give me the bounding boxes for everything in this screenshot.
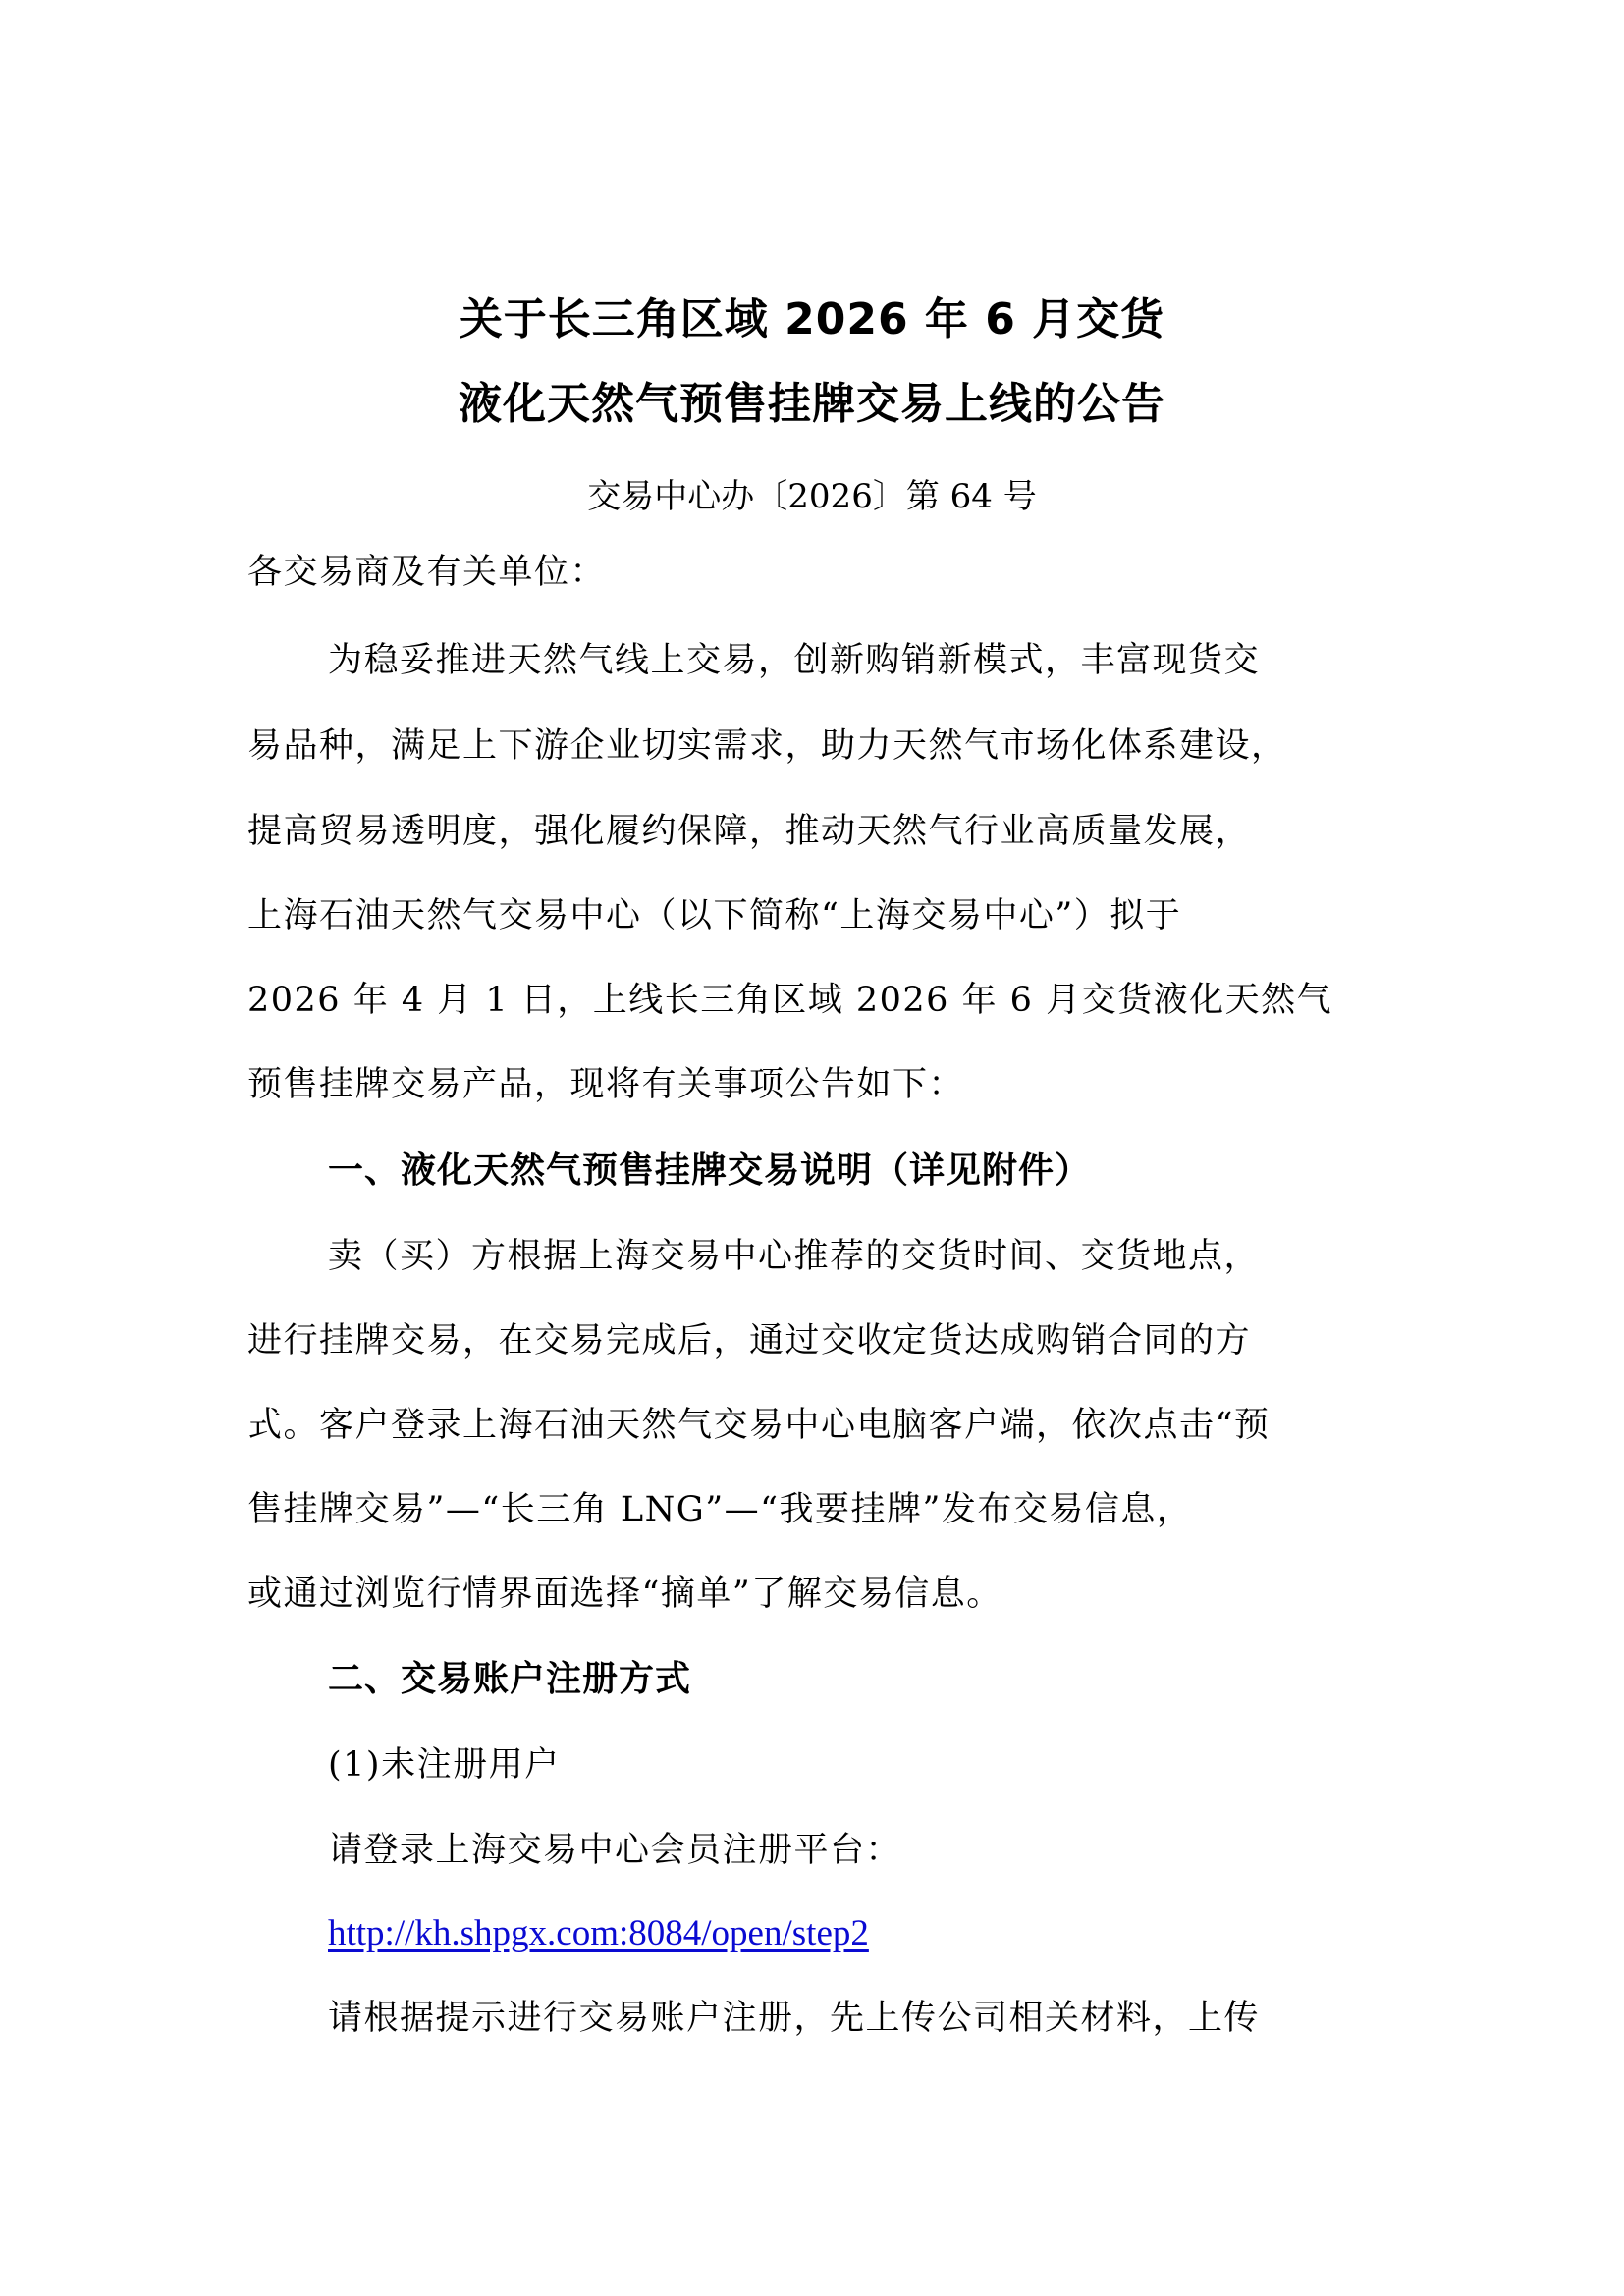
section-1-line: 售挂牌交易”—“长三角 LNG”—“我要挂牌”发布交易信息， [247,1490,1193,1529]
intro-line: 2026 年 4 月 1 日，上线长三角区域 2026 年 6 月交货液化天然气 [247,981,1333,1020]
section-1-line: 式。客户登录上海石油天然气交易中心电脑客户端，依次点击“预 [247,1406,1271,1445]
registration-link[interactable]: http://kh.shpgx.com:8084/open/step2 [328,1913,869,1953]
section-1-heading: 一、液化天然气预售挂牌交易说明（详见附件） [328,1150,1092,1191]
section-2-line: 请根据提示进行交易账户注册，先上传公司相关材料，上传 [328,1999,1261,2038]
document-title-line-1: 关于长三角区域 2026 年 6 月交货 [459,294,1165,345]
section-2-instruction: 请登录上海交易中心会员注册平台： [328,1831,902,1870]
section-1-line: 进行挂牌交易，在交易完成后，通过交收定货达成购销合同的方 [247,1321,1252,1361]
intro-line: 提高贸易透明度，强化履约保障，推动天然气行业高质量发展， [247,812,1252,851]
section-2-subheading: (1)未注册用户 [328,1745,561,1785]
document-number: 交易中心办〔2026〕第 64 号 [587,477,1037,516]
intro-line: 易品种，满足上下游企业切实需求，助力天然气市场化体系建设， [247,726,1287,766]
document-title-line-2: 液化天然气预售挂牌交易上线的公告 [459,379,1165,429]
salutation: 各交易商及有关单位： [247,553,607,592]
section-1-line: 卖（买）方根据上海交易中心推荐的交货时间、交货地点， [328,1237,1261,1276]
intro-line: 预售挂牌交易产品，现将有关事项公告如下： [247,1065,965,1104]
section-1-line: 或通过浏览行情界面选择“摘单”了解交易信息。 [247,1575,1002,1614]
section-2-heading: 二、交易账户注册方式 [328,1659,692,1699]
intro-line: 上海石油天然气交易中心（以下简称“上海交易中心”）拟于 [247,896,1182,935]
intro-line: 为稳妥推进天然气线上交易，创新购销新模式，丰富现货交 [328,641,1261,680]
